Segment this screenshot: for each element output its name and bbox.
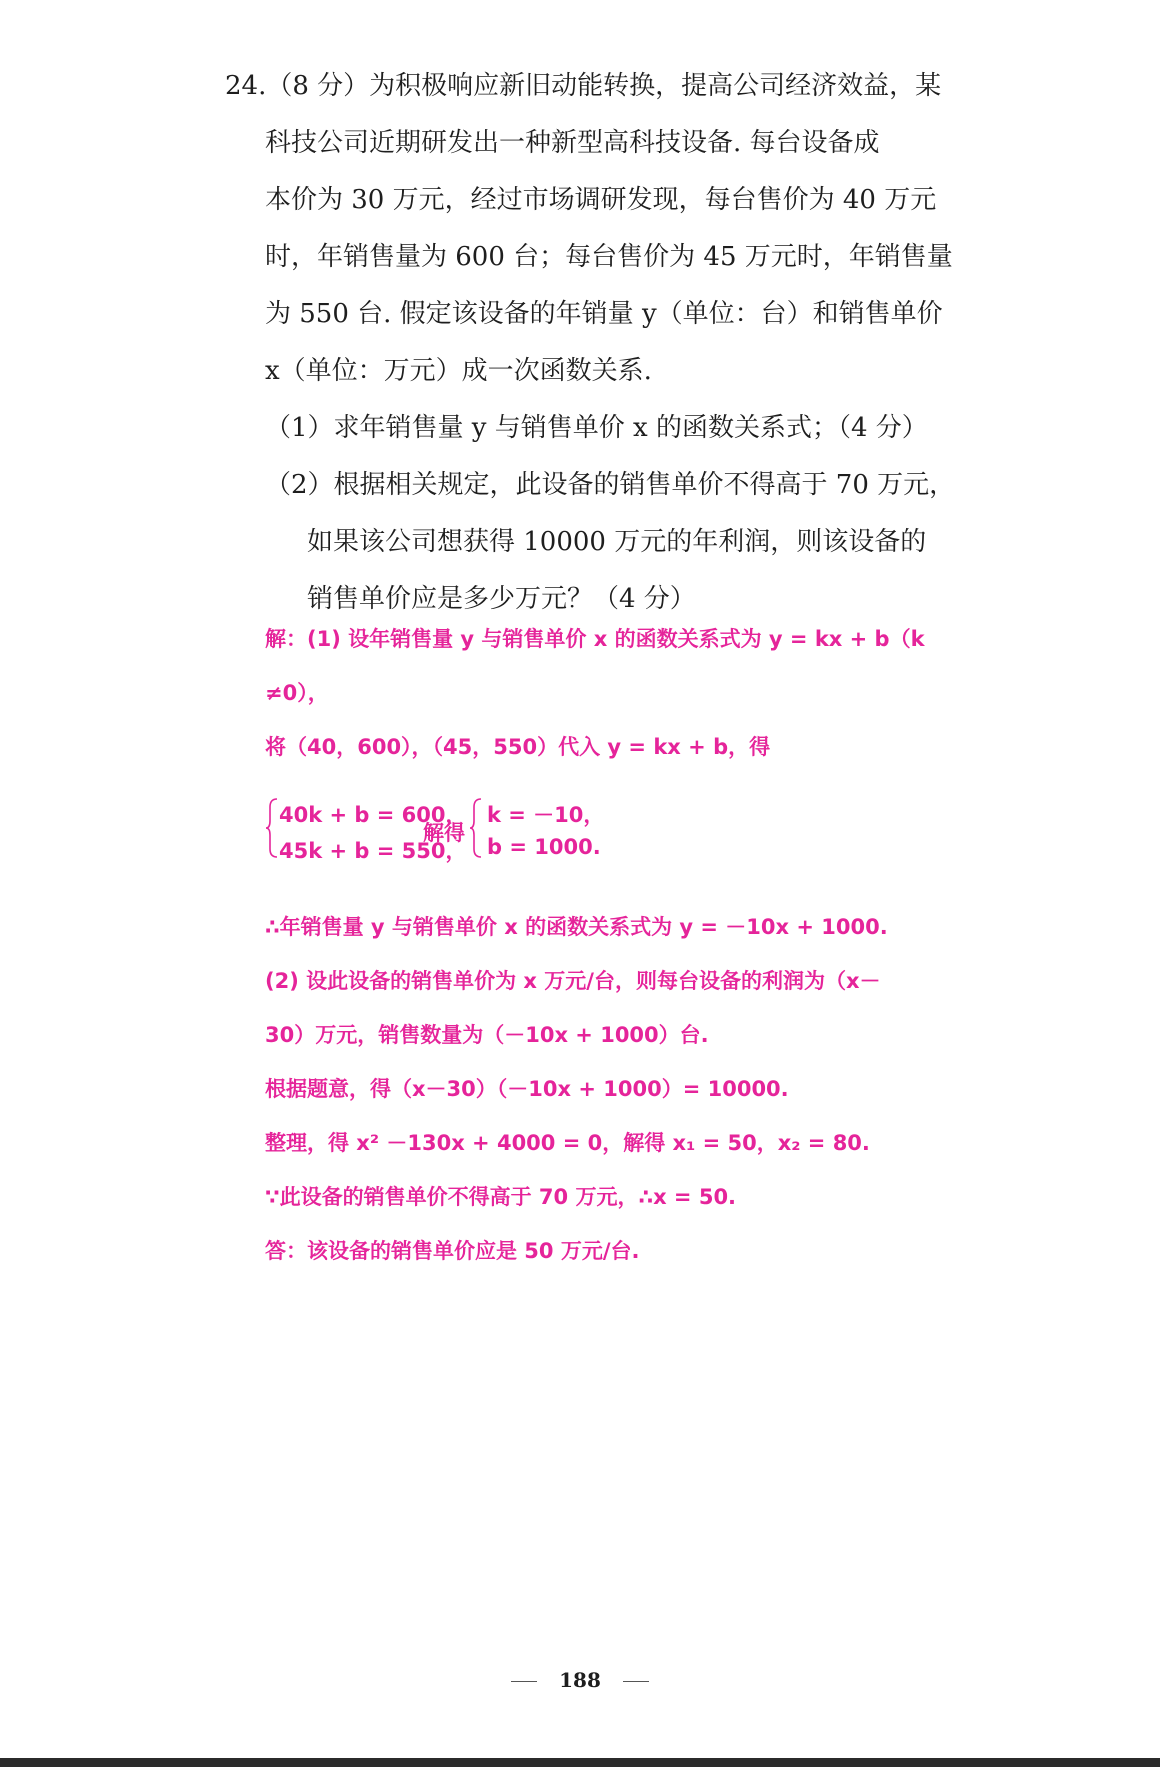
footer-dash [623, 1681, 649, 1682]
question-2-line: （2）根据相关规定，此设备的销售单价不得高于 70 万元， [265, 470, 956, 500]
footer-dash [511, 1681, 537, 1682]
equation-system [265, 799, 605, 879]
left-brace-icon [469, 797, 483, 859]
solution-line: 将（40，600），（45，550）代入 y = kx + b，得 [265, 735, 771, 759]
solution-line: (2) 设此设备的销售单价为 x 万元/台，则每台设备的利润为（x－ [265, 969, 881, 993]
solution-line: ∵此设备的销售单价不得高于 70 万元，∴x = 50. [265, 1185, 737, 1209]
solution-line: 解：(1) 设年销售量 y 与销售单价 x 的函数关系式为 y = kx + b（k [265, 627, 925, 651]
question-1: （1）求年销售量 y 与销售单价 x 的函数关系式；（4 分） [265, 413, 928, 443]
problem-line: 为 550 台. 假定该设备的年销量 y（单位：台）和销售单价 [265, 299, 943, 329]
solution-line: ∴年销售量 y 与销售单价 x 的函数关系式为 y = －10x + 1000. [265, 915, 888, 939]
problem-line: x（单位：万元）成一次函数关系. [265, 356, 652, 386]
question-2-line: 销售单价应是多少万元？（4 分） [307, 584, 696, 614]
page-number: 188 [559, 1668, 601, 1692]
solve-label: 解得 [423, 821, 465, 845]
solution-line: 30）万元，销售数量为（－10x + 1000）台. [265, 1023, 709, 1047]
solution-line: ≠0）， [265, 681, 329, 705]
system-equation: 45k + b = 550， [279, 839, 467, 863]
problem-line: 科技公司近期研发出一种新型高科技设备. 每台设备成 [265, 128, 880, 158]
system-solution: b = 1000. [487, 835, 601, 859]
system-solution: k = －10， [487, 803, 605, 827]
system-equation: 40k + b = 600， [279, 803, 467, 827]
left-brace-icon [265, 797, 279, 859]
solution-line: 整理，得 x² －130x + 4000 = 0，解得 x₁ = 50，x₂ = 80. [265, 1131, 870, 1155]
question-2-line: 如果该公司想获得 10000 万元的年利润，则该设备的 [307, 527, 927, 557]
bottom-edge-bar [0, 1758, 1160, 1767]
problem-line: 24.（8 分）为积极响应新旧动能转换，提高公司经济效益，某 [225, 71, 942, 101]
problem-line: 时，年销售量为 600 台；每台售价为 45 万元时，年销售量 [265, 242, 953, 272]
page-footer [0, 1668, 1160, 1692]
problem-line: 本价为 30 万元，经过市场调研发现，每台售价为 40 万元 [265, 185, 937, 215]
solution-line: 根据题意，得（x－30）（－10x + 1000）= 10000. [265, 1077, 789, 1101]
problem-statement [225, 58, 956, 628]
solution-line: 答：该设备的销售单价应是 50 万元/台. [265, 1239, 640, 1263]
